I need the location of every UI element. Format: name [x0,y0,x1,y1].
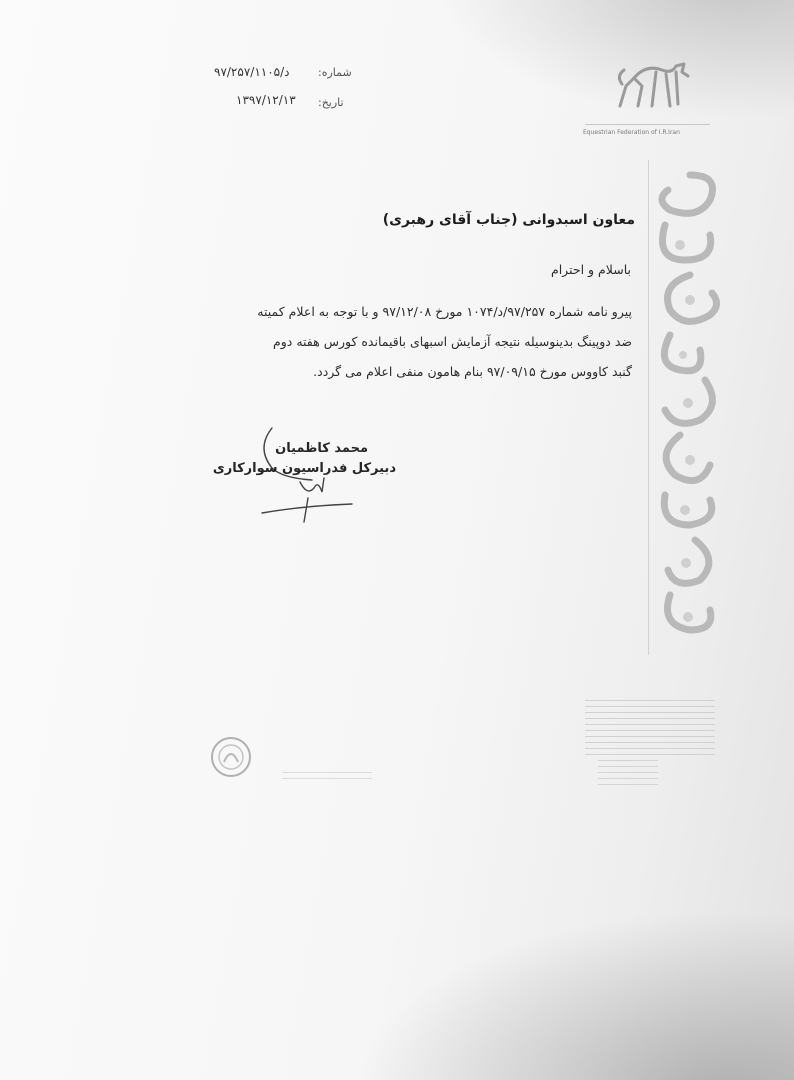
arabesque-border-icon [650,165,730,655]
org-name-english: Equestrian Federation of I.R.Iran [583,129,680,136]
footer-english-address-block [282,772,372,784]
signer-title: دبیرکل فدراسیون سوارکاری [212,461,396,476]
number-label: شماره: [318,66,352,79]
date-label: تاریخ: [318,96,344,109]
signer-name: محمد کاظمیان [275,441,368,456]
border-rule [648,160,649,655]
greeting-line: باسلام و احترام [550,262,631,277]
footer-address-block [585,700,715,760]
logo-rule [585,124,710,125]
body-line-3: گنبد کاووس مورخ ۹۷/۰۹/۱۵ بنام هامون منفی اعلام می گردد. [313,364,632,379]
date-value: ۱۳۹۷/۱۲/۱۳ [236,93,296,107]
horse-logo-icon [612,56,696,116]
body-line-1: پیرو نامه شماره ۹۷/۲۵۷/د/۱۰۷۴ مورخ ۹۷/۱۲/۰۸ و با توجه به اعلام کمیته [257,304,632,319]
footer-contact-block [598,760,658,785]
body-line-2: ضد دوپینگ بدینوسیله نتیجه آزمایش اسبهای باقیمانده کورس هفته دوم [273,334,632,349]
number-value: ۹۷/۲۵۷/د/۱۱۰۵ [214,65,290,79]
recipient-line: معاون اسبدوانی (جناب آقای رهبری) [382,212,635,228]
seal-icon [210,736,252,778]
scan-shadow-bottom [354,910,794,1080]
